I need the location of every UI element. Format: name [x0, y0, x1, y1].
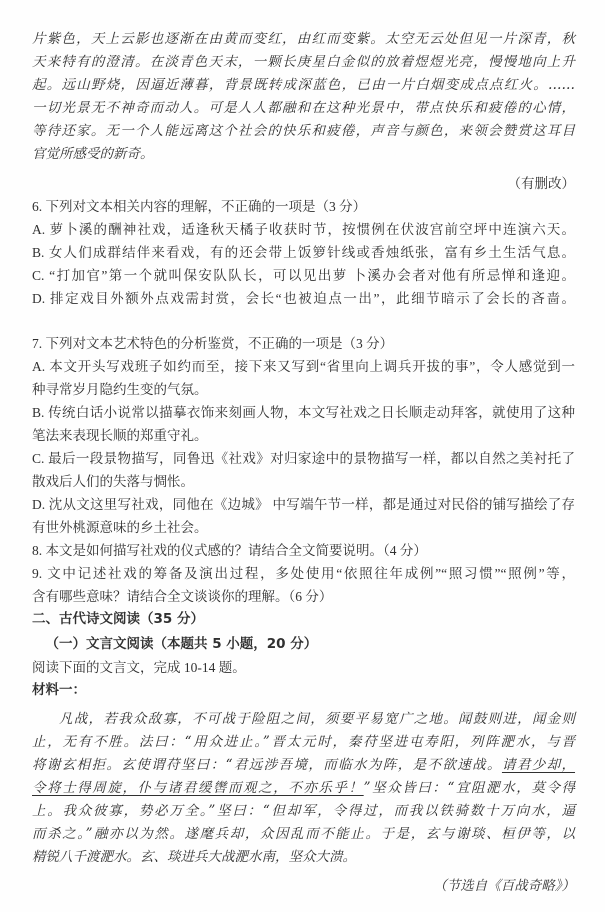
question-7-option-d-line1: D. 沈从文这里写社戏，同他在《边城》 中写端午节一样，都是通过对民俗的铺写描绘了存: [32, 497, 575, 512]
question-6-option-b: B. 女人们成群结伴来看戏，有的还会带上饭箩针线或香烛纸张，富有乡土生活气息。: [32, 245, 575, 260]
novel-excerpt-line: 片紫色，天上云影也逐渐在由黄而变红，由红而变紫。太空无云处但见一片深青，秋: [32, 31, 575, 47]
classical-passage-line: 精锐八千渡淝水。玄、琰进兵大战淝水南，坚众大溃。: [32, 849, 356, 865]
subsection-heading-classical-prose: （一）文言文阅读（本题共 5 小题，20 分）: [45, 636, 318, 652]
question-7-option-c-line2: 散戏后人们的失落与惆怅。: [32, 474, 194, 489]
novel-excerpt-line: 一切光景无不神奇而动人。可是人人都融和在这种光景中，带点快乐和疲倦的心情，: [32, 100, 575, 116]
classical-passage-line: 凡战，若我众敌寡，不可战于险阻之间，须要平易宽广之地。闻鼓则进，闻金则: [59, 711, 575, 727]
source-citation: （节选自《百战奇略》）: [433, 878, 575, 894]
classical-passage-line: 止，无有不胜。法曰：“用众进止。”晋太元时，秦苻坚进屯寿阳，列阵淝水，与晋: [32, 734, 575, 750]
question-9-line1: 9. 文中记述社戏的筹备及演出过程，多处使用“依照往年成例”“照习惯”“照例”等，: [32, 566, 575, 581]
novel-excerpt-line: 等待还家。无一个人能远离这个社会的快乐和疲倦，声音与颜色，来领会赞赏这耳目: [32, 123, 575, 139]
reading-instruction: 阅读下面的文言文，完成 10-14 题。: [32, 660, 246, 675]
question-7-option-b-line1: B. 传统白话小说常以描摹衣饰来刻画人物，本文写社戏之日长顺走动拜客，就使用了这种: [32, 405, 575, 420]
question-7-option-b-line2: 笔法来表现长顺的郑重守礼。: [32, 428, 208, 443]
question-9-line2: 含有哪些意味？请结合全文谈谈你的理解。（6 分）: [32, 589, 333, 604]
question-7-option-a-line1: A. 本文开头写戏班子如约而至，接下来又写到“省里向上调兵开拔的事”，令人感觉到一: [32, 359, 575, 374]
underlined-text-segment: 令将士得周旋，仆与诸君缓辔而观之，不亦乐乎！: [32, 780, 364, 796]
novel-excerpt-line: 天来特有的澄清。在淡青色天末，一颗长庚星白金似的放着煜煜光亮，慢慢地向上升: [32, 54, 575, 70]
question-6-stem: 6. 下列对文本相关内容的理解，不正确的一项是（3 分）: [32, 199, 367, 214]
section-heading-ancient-poetry: 二、古代诗文阅读（35 分）: [32, 611, 204, 627]
classical-text-segment: ”坚众皆曰：“宜阻淝水，莫令得: [363, 780, 576, 796]
classical-passage-line: [32, 777, 575, 800]
question-6-option-c: C. “打加官”第一个就叫保安队队长，可以见出萝 卜溪办会者对他有所忌惮和逢迎。: [32, 268, 575, 283]
question-7-option-c-line1: C. 最后一段景物描写，同鲁迅《社戏》对归家途中的景物描写一样，都以自然之美衬托了: [32, 451, 575, 466]
question-6-option-d: D. 排定戏目外额外点戏需封赏，会长“也被迫点一出”，此细节暗示了会长的吝啬。: [32, 291, 575, 306]
question-7-option-a-line2: 种寻常岁月隐约生变的气氛。: [32, 382, 208, 397]
classical-passage-line: [32, 754, 575, 777]
underlined-text-segment: 请君少却，: [501, 757, 576, 773]
classical-passage-line: 而杀之。”融亦以为然。遂麾兵却，众因乱而不能止。于是，玄与谢琰、桓伊等，以: [32, 826, 575, 842]
material-1-label: 材料一：: [32, 682, 86, 698]
question-7-option-d-line2: 有世外桃源意味的乡土社会。: [32, 520, 208, 535]
question-7-stem: 7. 下列对文本艺术特色的分析鉴赏，不正确的一项是（3 分）: [32, 336, 394, 351]
question-8: 8. 本文是如何描写社戏的仪式感的？请结合全文简要说明。（4 分）: [32, 543, 427, 558]
novel-excerpt-line: 官觉所感受的新奇。: [32, 146, 154, 162]
classical-passage-line: 上。我众彼寡，势必万全。”坚曰：“但却军，令得过，而我以铁骑数十万向水，逼: [32, 803, 575, 819]
classical-text-segment: 将谢玄相拒。玄使谓苻坚曰：“君远涉吾境，而临水为阵，是不欲速战。: [32, 757, 502, 773]
edit-note: （有删改）: [507, 176, 575, 191]
novel-excerpt-line: 起。远山野烧，因逼近薄暮，背景既转成深蓝色，已由一片白烟变成点点红火。……: [32, 77, 575, 93]
question-6-option-a: A. 萝卜溪的酬神社戏，适逢秋天橘子收获时节，按惯例在伏波宫前空坪中连演六天。: [32, 222, 575, 237]
